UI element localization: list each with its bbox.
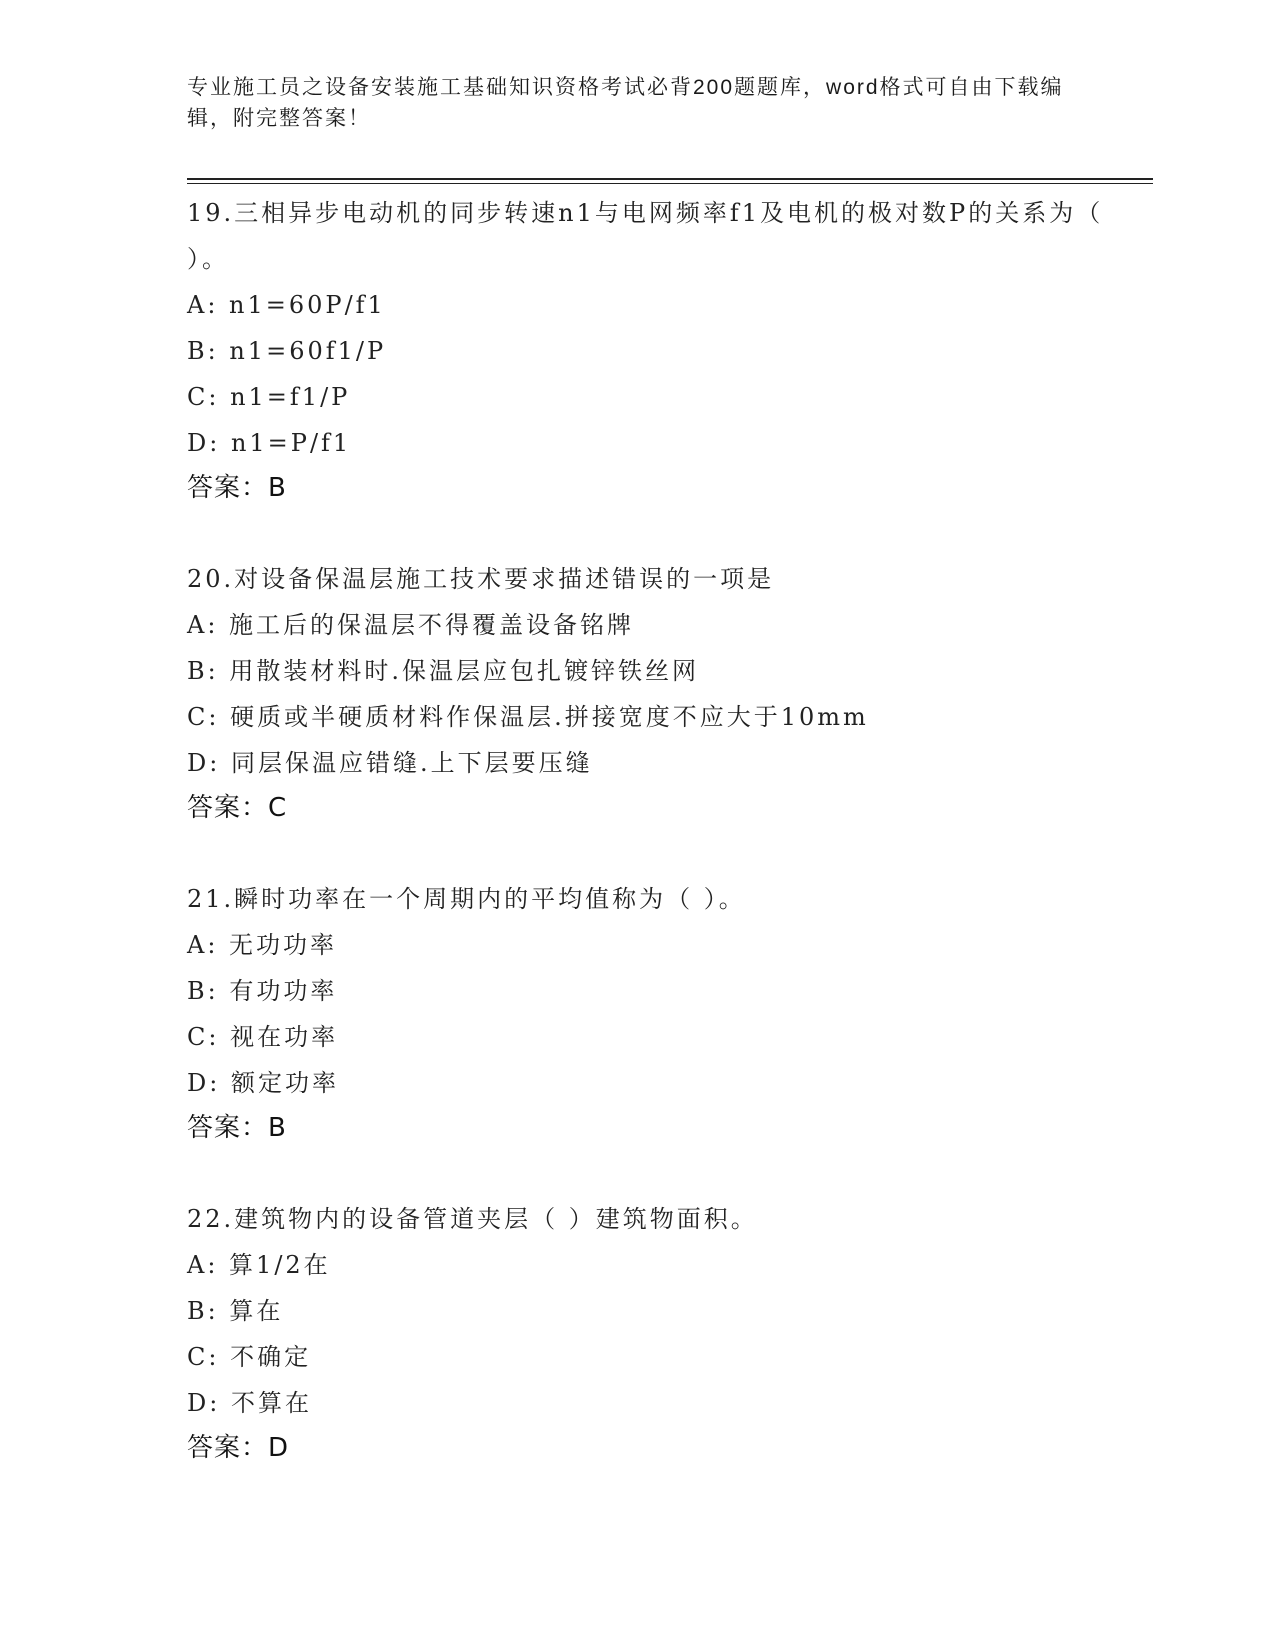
document-header: 专业施工员之设备安装施工基础知识资格考试必背200题题库，word格式可自由下载编辑，附完整答案！ <box>187 76 1064 130</box>
option-b: B: 有功功率 <box>187 977 338 1005</box>
option-c: C: n1=f1/P <box>187 383 351 411</box>
option-b: B: n1=60f1/P <box>187 337 387 365</box>
option-a: A: 施工后的保温层不得覆盖设备铭牌 <box>187 611 635 639</box>
option-a: A: 算1/2在 <box>187 1251 331 1279</box>
answer: 答案：D <box>187 1433 290 1463</box>
question-20 <box>187 556 1127 830</box>
answer: 答案：C <box>187 793 288 823</box>
question-list <box>187 190 1127 1516</box>
question-text: 21.瞬时功率在一个周期内的平均值称为（ ）。 <box>187 885 746 913</box>
option-d: D: 额定功率 <box>187 1069 339 1097</box>
option-c: C: 不确定 <box>187 1343 312 1371</box>
option-a: A: 无功功率 <box>187 931 338 959</box>
option-b: B: 用散装材料时.保温层应包扎镀锌铁丝网 <box>187 657 699 685</box>
option-d: D: 不算在 <box>187 1389 312 1417</box>
answer: 答案：B <box>187 473 287 503</box>
question-text: 19.三相异步电动机的同步转速n1与电网频率f1及电机的极对数P的关系为（ ）。 <box>187 199 1114 273</box>
question-21 <box>187 876 1127 1150</box>
option-c: C: 硬质或半硬质材料作保温层.拼接宽度不应大于10mm <box>187 703 869 731</box>
option-d: D: 同层保温应错缝.上下层要压缝 <box>187 749 593 777</box>
header-divider <box>187 178 1153 184</box>
option-b: B: 算在 <box>187 1297 284 1325</box>
answer: 答案：B <box>187 1113 287 1143</box>
option-c: C: 视在功率 <box>187 1023 339 1051</box>
option-d: D: n1=P/f1 <box>187 429 352 457</box>
option-a: A: n1=60P/f1 <box>187 291 386 319</box>
question-19 <box>187 190 1127 510</box>
question-text: 20.对设备保温层施工技术要求描述错误的一项是 <box>187 565 775 593</box>
question-22 <box>187 1196 1127 1470</box>
question-text: 22.建筑物内的设备管道夹层（ ）建筑物面积。 <box>187 1205 758 1233</box>
